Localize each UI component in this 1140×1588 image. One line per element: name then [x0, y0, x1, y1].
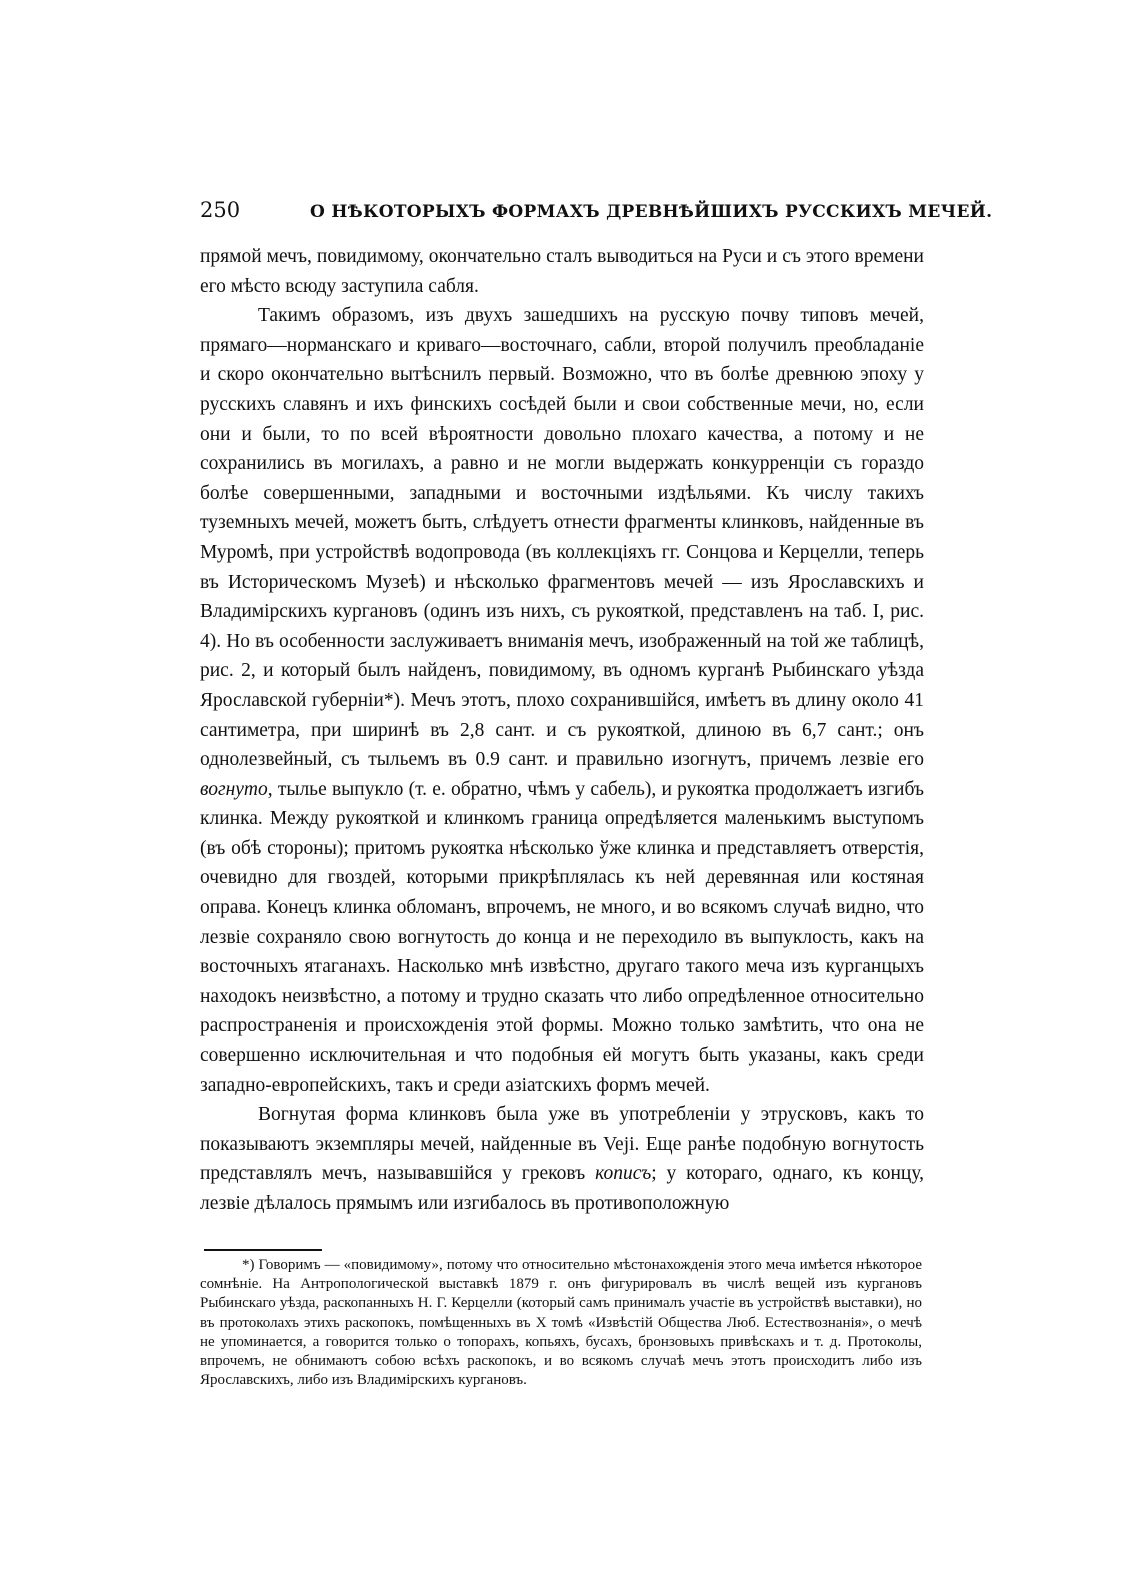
paragraph-2-text: Такимъ образомъ, изъ двухъ зашедшихъ на русскую почву типовъ мечей, прямаго—норманскаго и криваго—восточнаго, сабли, второй получилъ преобладаніе и скоро окончательно вытѣснилъ первый. Возможно, что въ болѣе древнюю эпоху у русскихъ славянъ и ихъ финскихъ сосѣдей были и свои собственные мечи, но, если они и были, то по всей вѣроятности довольно плохаго качества, а потому и не сохранились въ могилахъ, а равно и не могли выдержать конкурренціи съ гораздо болѣе совершенными, западными и восточными издѣльями. Къ числу такихъ туземныхъ мечей, можетъ быть, слѣдуетъ отнести фрагменты клинковъ, найденные въ Муромѣ, при устройствѣ водопровода (въ коллекціяхъ гг. Сонцова и Керцелли, теперь въ Историческомъ Музеѣ) и нѣсколько фрагментовъ мечей — изъ Ярославскихъ и Владимірскихъ кургановъ (одинъ изъ нихъ, съ рукояткой, представленъ на таб. I, рис. 4). Но въ особенности заслуживаетъ вниманія мечъ, изображенный на той же таблицѣ, рис. 2, и который былъ найденъ, повидимому, въ одномъ курганѣ Рыбинскаго уѣзда Ярославской губерніи*). Мечъ этотъ, плохо сохранившійся, имѣетъ въ длину около 41 сантиметра, при ширинѣ въ 2,8 сант. и съ рукояткой, длиною въ 6,7 сант.; онъ однолезвейный, съ тыльемъ въ 0.9 сант. и правильно изогнутъ, причемъ лезвіе его — [200, 305, 924, 771]
paragraph-2-rest: , тылье выпукло (т. е. обратно, чѣмъ у сабель), и рукоятка продолжаетъ изгибъ клинка. Между рукояткой и клинкомъ граница опредѣляется маленькимъ выступомъ (въ обѣ стороны); притомъ рукоятка нѣсколько ўже клинка и представляетъ отверстія, очевидно для гвоздей, которыми прикрѣплялась къ ней деревянная или костяная оправа. Конецъ клинка обломанъ, впрочемъ, не много, и во всякомъ случаѣ видно, что лезвіе сохраняло свою вогнутость до конца и не переходило въ выпуклость, какъ на восточныхъ ятаганахъ. Насколько мнѣ извѣстно, другаго такого меча изъ курганцыхъ находокъ неизвѣстно, а потому и трудно сказать что либо опредѣленное относительно распространенія и происхожденія этой формы. Можно только замѣтить, что она не совершенно исключительная и что подобныя ей могутъ быть указаны, какъ среди западно-европейскихъ, такъ и среди азіатскихъ формъ мечей. — [200, 778, 924, 1096]
main-text — [200, 242, 924, 1219]
footnote-divider — [204, 1249, 322, 1251]
footnote-text: *) Говоримъ — «повидимому», потому что относительно мѣстонахожденія этого меча имѣется нѣкоторое сомнѣніе. На Антропологической выставкѣ 1879 г. онъ фигурировалъ въ числѣ вещей изъ кургановъ Рыбинскаго уѣзда, раскопанныхъ Н. Г. Керцелли (который самъ принималъ участіе въ устройствѣ выставки), но въ протоколахъ этихъ раскопокъ, помѣщенныхъ въ X томѣ «Извѣстій Общества Люб. Естествознанія», о мечѣ не упоминается, а говорится только о топорахъ, копьяхъ, бусахъ, бронзовыхъ привѣскахъ и т. д. Протоколы, впрочемъ, не обнимаютъ собою всѣхъ раскопокъ, и во всякомъ случаѣ мечъ этотъ происходитъ либо изъ Ярославскихъ, либо изъ Владимірскихъ кургановъ. — [200, 1257, 922, 1389]
paragraph-1: прямой мечъ, повидимому, окончательно сталъ выводиться на Руси и съ этого времени его мѣсто всюду заступила сабля. — [200, 246, 924, 297]
footnote — [200, 1256, 922, 1390]
running-title: О НѢКОТОРЫХЪ ФОРМАХЪ ДРЕВНѢЙШИХЪ РУССКИХЪ МЕЧЕЙ. — [310, 202, 993, 222]
emphasis-vognuto: вогнуто — [200, 778, 268, 800]
paragraph-3-text: Вогнутая форма клинковъ была уже въ употребленіи у этрусковъ, какъ то показываютъ экземпляры мечей, найденные въ Veji. Еще ранѣе подобную вогнутость представлялъ мечъ, называвшійся у грековъ — [200, 1104, 924, 1185]
paragraph-3-rest: ; у котораго, однаго, къ концу, лезвіе дѣлалось прямымъ или изгибалось въ противоположную — [200, 1163, 924, 1214]
emphasis-kopis: кописъ — [595, 1163, 652, 1185]
paragraph-2 — [200, 301, 924, 1100]
paragraph-3 — [200, 1100, 924, 1218]
page-header — [200, 198, 993, 224]
page-number: 250 — [200, 198, 241, 222]
